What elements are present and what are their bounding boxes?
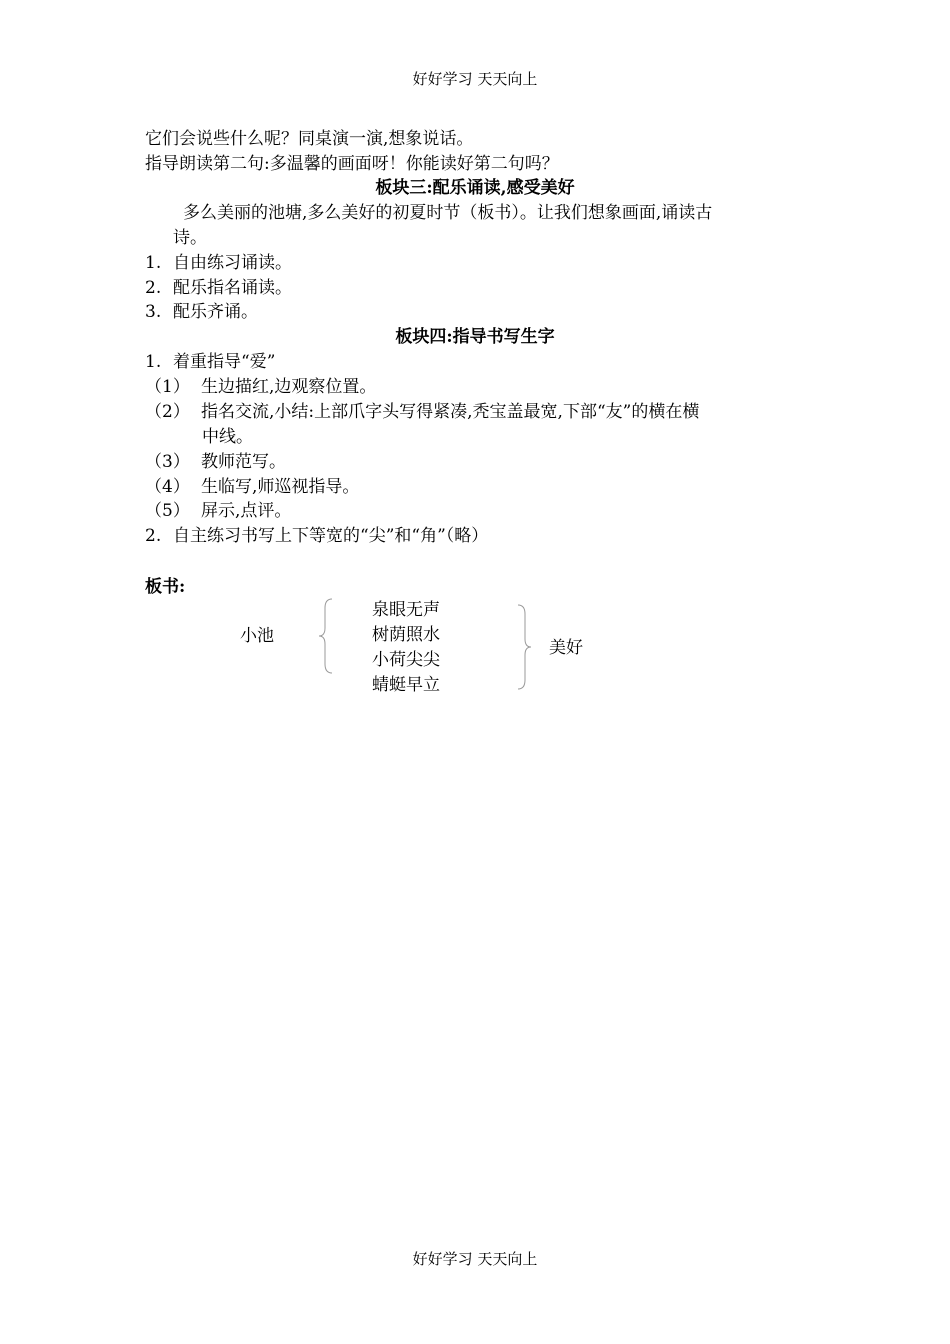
list-item xyxy=(145,350,275,374)
page-header: 好好学习 天天向上 xyxy=(412,70,538,88)
list-number: 1. xyxy=(145,352,162,372)
list-text: 生临写,师巡视指导。 xyxy=(201,477,360,497)
list-item xyxy=(145,450,286,474)
text-line: 诗。 xyxy=(173,228,207,248)
board-right-text: 美好 xyxy=(549,638,583,658)
list-number: 1. xyxy=(145,253,162,273)
section-heading-4: 板块四:指导书写生字 xyxy=(395,327,555,347)
list-number: （3） xyxy=(145,452,190,472)
board-item: 泉眼无声 xyxy=(372,600,440,620)
text-line: 多么美丽的池塘,多么美好的初夏时节（板书）。让我们想象画面,诵读古 xyxy=(183,203,713,223)
text-line: 指导朗读第二句:多温馨的画面呀！你能读好第二句吗？ xyxy=(145,154,559,174)
list-item xyxy=(145,475,359,499)
list-text: 配乐指名诵读。 xyxy=(173,278,292,298)
list-number: （4） xyxy=(145,477,190,497)
list-text: 指名交流,小结:上部爪字头写得紧凑,秃宝盖最宽,下部“友”的横在横 xyxy=(201,402,700,422)
left-brace xyxy=(318,598,334,674)
list-text: 教师范写。 xyxy=(201,452,286,472)
board-left-text: 小池 xyxy=(240,626,274,646)
list-number: 2. xyxy=(145,526,162,546)
board-item: 蜻蜓早立 xyxy=(372,675,440,695)
list-text: 生边描红,边观察位置。 xyxy=(201,377,377,397)
list-text: 着重指导“爱” xyxy=(173,352,276,372)
list-number: （5） xyxy=(145,501,190,521)
list-number: （1） xyxy=(145,377,190,397)
list-item xyxy=(145,375,376,399)
list-item xyxy=(145,300,258,324)
list-item xyxy=(145,400,699,424)
list-text: 配乐齐诵。 xyxy=(173,302,258,322)
list-text: 自由练习诵读。 xyxy=(173,253,292,273)
text-line: 中线。 xyxy=(202,427,253,447)
list-item xyxy=(145,524,488,548)
list-text: 屏示,点评。 xyxy=(201,501,292,521)
page-footer: 好好学习 天天向上 xyxy=(412,1250,538,1268)
section-heading-3: 板块三:配乐诵读,感受美好 xyxy=(375,178,575,198)
board-label: 板书: xyxy=(145,577,186,597)
list-text: 自主练习书写上下等宽的“尖”和“角”（略） xyxy=(173,526,489,546)
list-number: 3. xyxy=(145,302,162,322)
board-item: 小荷尖尖 xyxy=(372,650,440,670)
list-number: （2） xyxy=(145,402,190,422)
right-brace xyxy=(516,604,532,690)
list-item xyxy=(145,276,292,300)
list-item xyxy=(145,251,292,275)
list-item xyxy=(145,499,291,523)
list-number: 2. xyxy=(145,278,162,298)
text-line: 它们会说些什么呢？同桌演一演,想象说话。 xyxy=(145,129,474,149)
board-item: 树荫照水 xyxy=(372,625,440,645)
